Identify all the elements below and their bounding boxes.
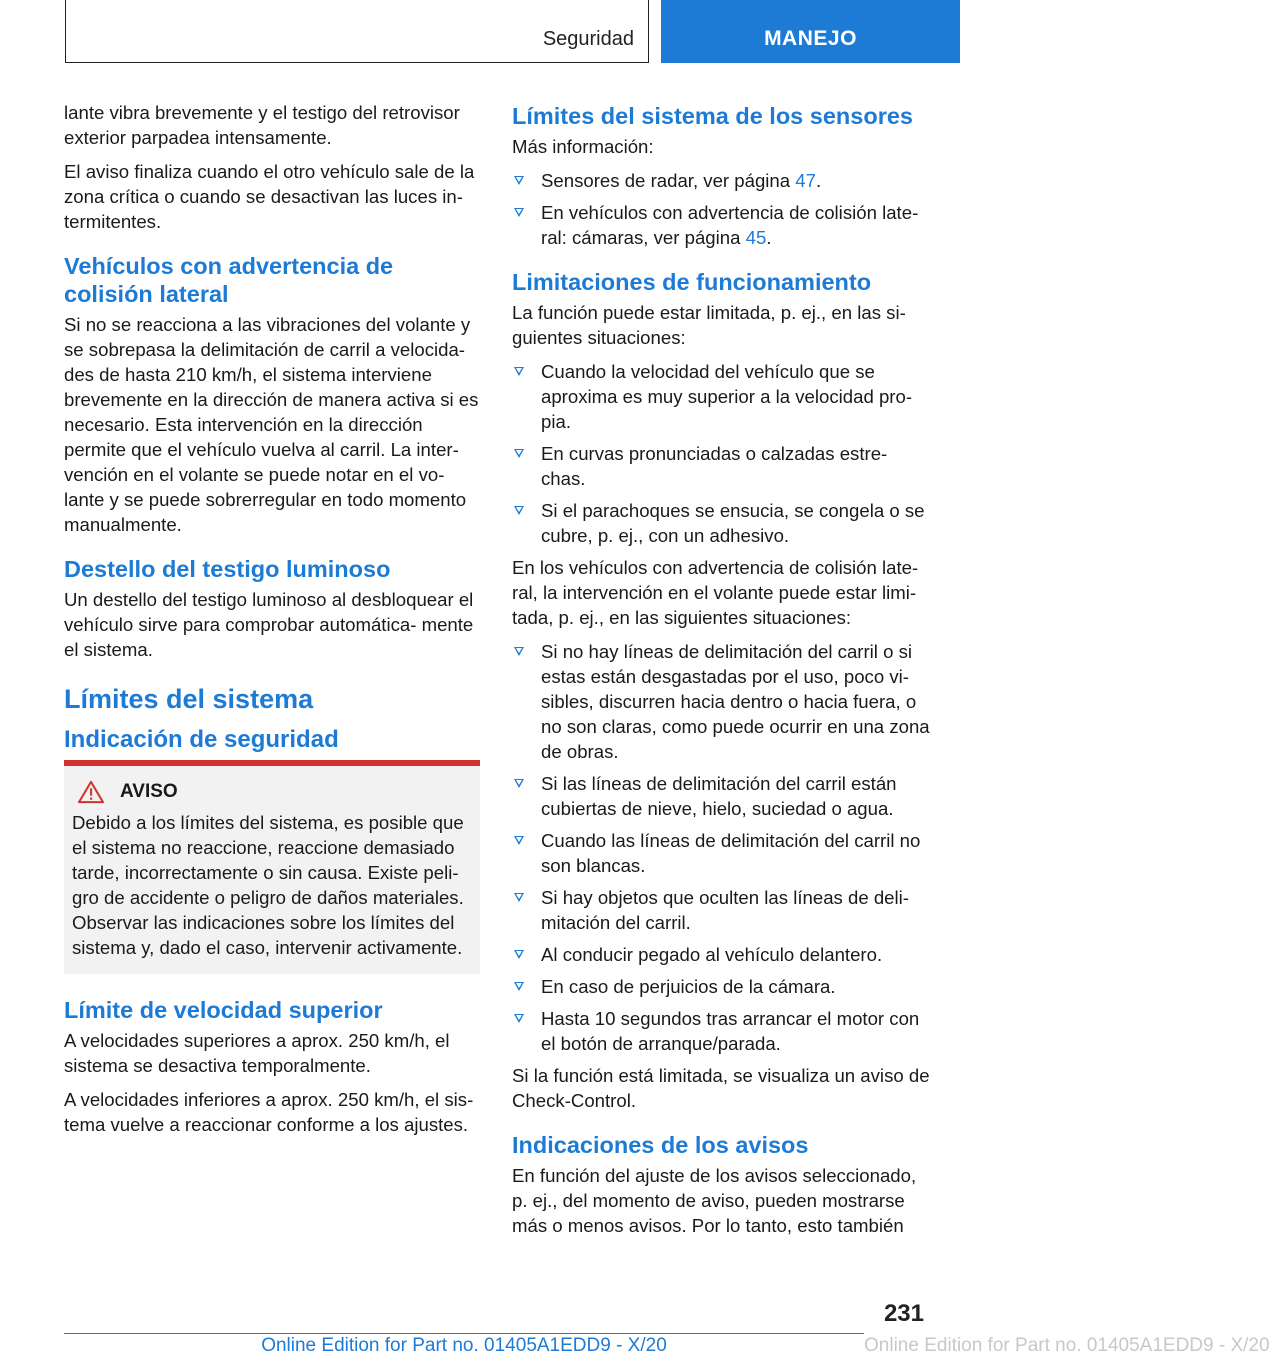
list-item: Si el parachoques se ensucia, se congela o se cubre, p. ej., con un adhesivo. (512, 498, 930, 548)
lateral-list (512, 639, 930, 1056)
triangle-bullet-icon (514, 1014, 524, 1023)
paragraph: En función del ajuste de los avisos seleccionado, p. ej., del momento de aviso, pueden mostrarse más o menos avisos. Por lo tanto, esto también (512, 1165, 917, 1236)
list-item: Cuando la velocidad del vehículo que se aproxima es muy superior a la velocidad pro‐ pia. (512, 359, 930, 434)
footer-edition: Online Edition for Part no. 01405A1EDD9 - X/20 (261, 1335, 667, 1356)
triangle-bullet-icon (514, 449, 524, 458)
paragraph: La función puede estar limitada, p. ej., en las si‐ guientes situaciones: (512, 302, 906, 348)
list-item: Al conducir pegado al vehículo delantero. (512, 942, 930, 967)
list-item: Si hay objetos que oculten las líneas de deli‐ mitación del carril. (512, 885, 930, 935)
list-item: En caso de perjuicios de la cámara. (512, 974, 930, 999)
right-column (512, 100, 930, 1247)
heading-safety: Indicación de seguridad (64, 726, 339, 753)
triangle-bullet-icon (514, 506, 524, 515)
paragraph: lante vibra brevemente y el testigo del retrovisor exterior parpadea intensamente. (64, 102, 460, 148)
heading-functional-limits: Limitaciones de funcionamiento (512, 269, 872, 295)
list-item: Cuando las líneas de delimitación del carril no son blancas. (512, 828, 930, 878)
triangle-bullet-icon (514, 950, 524, 959)
chapter-label: MANEJO (764, 26, 857, 50)
warning-header (72, 780, 470, 804)
heading-speed-limit: Límite de velocidad superior (64, 997, 383, 1023)
list-item: Si las líneas de delimitación del carril están cubiertas de nieve, hielo, suciedad o agua. (512, 771, 930, 821)
paragraph: En los vehículos con advertencia de colisión late‐ ral, la intervención en el volante puede estar limi‐ tada, p. ej., en las siguientes situaciones: (512, 557, 919, 628)
page-number: 231 (883, 1300, 924, 1327)
triangle-bullet-icon (514, 647, 524, 656)
list-item: Si no hay líneas de delimitación del carril o si estas están desgastadas por el uso, poco vi‐ sibles, discurren hacia dentro o hacia fuera, o no son claras, como puede ocurrir en una zona de obras. (512, 639, 930, 764)
warning-box (64, 760, 480, 974)
list-item: En vehículos con advertencia de colisión late‐ ral: cámaras, ver página 45. (512, 200, 930, 250)
footer-divider (64, 1333, 864, 1334)
heading-system-limits: Límites del sistema (64, 684, 314, 714)
heading-notices: Indicaciones de los avisos (512, 1132, 809, 1158)
paragraph: Más información: (512, 136, 654, 157)
triangle-bullet-icon (514, 836, 524, 845)
triangle-bullet-icon (514, 982, 524, 991)
header-frame (65, 0, 649, 63)
paragraph: A velocidades superiores a aprox. 250 km/h, el sistema se desactiva temporalmente. (64, 1030, 450, 1076)
list-item: Hasta 10 segundos tras arrancar el motor con el botón de arranque/parada. (512, 1006, 930, 1056)
warning-title: AVISO (120, 781, 178, 802)
function-list (512, 359, 930, 548)
page-link-47[interactable]: 47 (795, 170, 816, 191)
page-link-45[interactable]: 45 (745, 227, 767, 248)
header-chapter-tab[interactable] (661, 0, 960, 63)
triangle-bullet-icon (514, 208, 524, 217)
paragraph: A velocidades inferiores a aprox. 250 km/h, el sis‐ tema vuelve a reaccionar conforme a los ajustes. (64, 1089, 474, 1135)
triangle-bullet-icon (514, 893, 524, 902)
warning-triangle-icon (76, 780, 106, 804)
heading-sensor-limits: Límites del sistema de los sensores (512, 103, 913, 129)
paragraph: Un destello del testigo luminoso al desbloquear el vehículo sirve para comprobar automática‐ mente el sistema. (64, 589, 474, 660)
heading-collision: Vehículos con advertencia de colisión lateral (64, 253, 394, 307)
triangle-bullet-icon (514, 367, 524, 376)
left-column (64, 100, 480, 1146)
triangle-bullet-icon (514, 779, 524, 788)
list-item: Sensores de radar, ver página 47. (512, 168, 930, 193)
header-section-title: Seguridad (542, 28, 634, 50)
warning-text: Debido a los límites del sistema, es posible que el sistema no reaccione, reaccione demasiado tarde, incorrectamente o sin causa. Existe peli‐ gro de accidente o peligro de daños materiales. Observar las indicaciones sobre los límites del sistema y, dado el caso, intervenir activamente. (72, 812, 464, 958)
paragraph: El aviso finaliza cuando el otro vehículo sale de la zona crítica o cuando se desactivan las luces in‐ termitentes. (64, 161, 475, 232)
sensor-list (512, 168, 930, 250)
heading-flash: Destello del testigo luminoso (64, 556, 391, 582)
paragraph: Si la función está limitada, se visualiza un aviso de Check-Control. (512, 1065, 930, 1111)
paragraph: Si no se reacciona a las vibraciones del volante y se sobrepasa la delimitación de carril a velocida‐ des de hasta 210 km/h, el sistema interviene brevemente en la dirección de manera activa si es necesario. Esta intervención en la dirección permite que el vehículo vuelva al carril. La inter‐ vención en el volante se puede notar en el vo‐ lante y se puede sobrerregular en todo momento manualmente. (64, 314, 479, 535)
triangle-bullet-icon (514, 176, 524, 185)
list-item: En curvas pronunciadas o calzadas estre‐ chas. (512, 441, 930, 491)
footer-watermark: Online Edition for Part no. 01405A1EDD9 - X/20 (864, 1335, 1270, 1356)
